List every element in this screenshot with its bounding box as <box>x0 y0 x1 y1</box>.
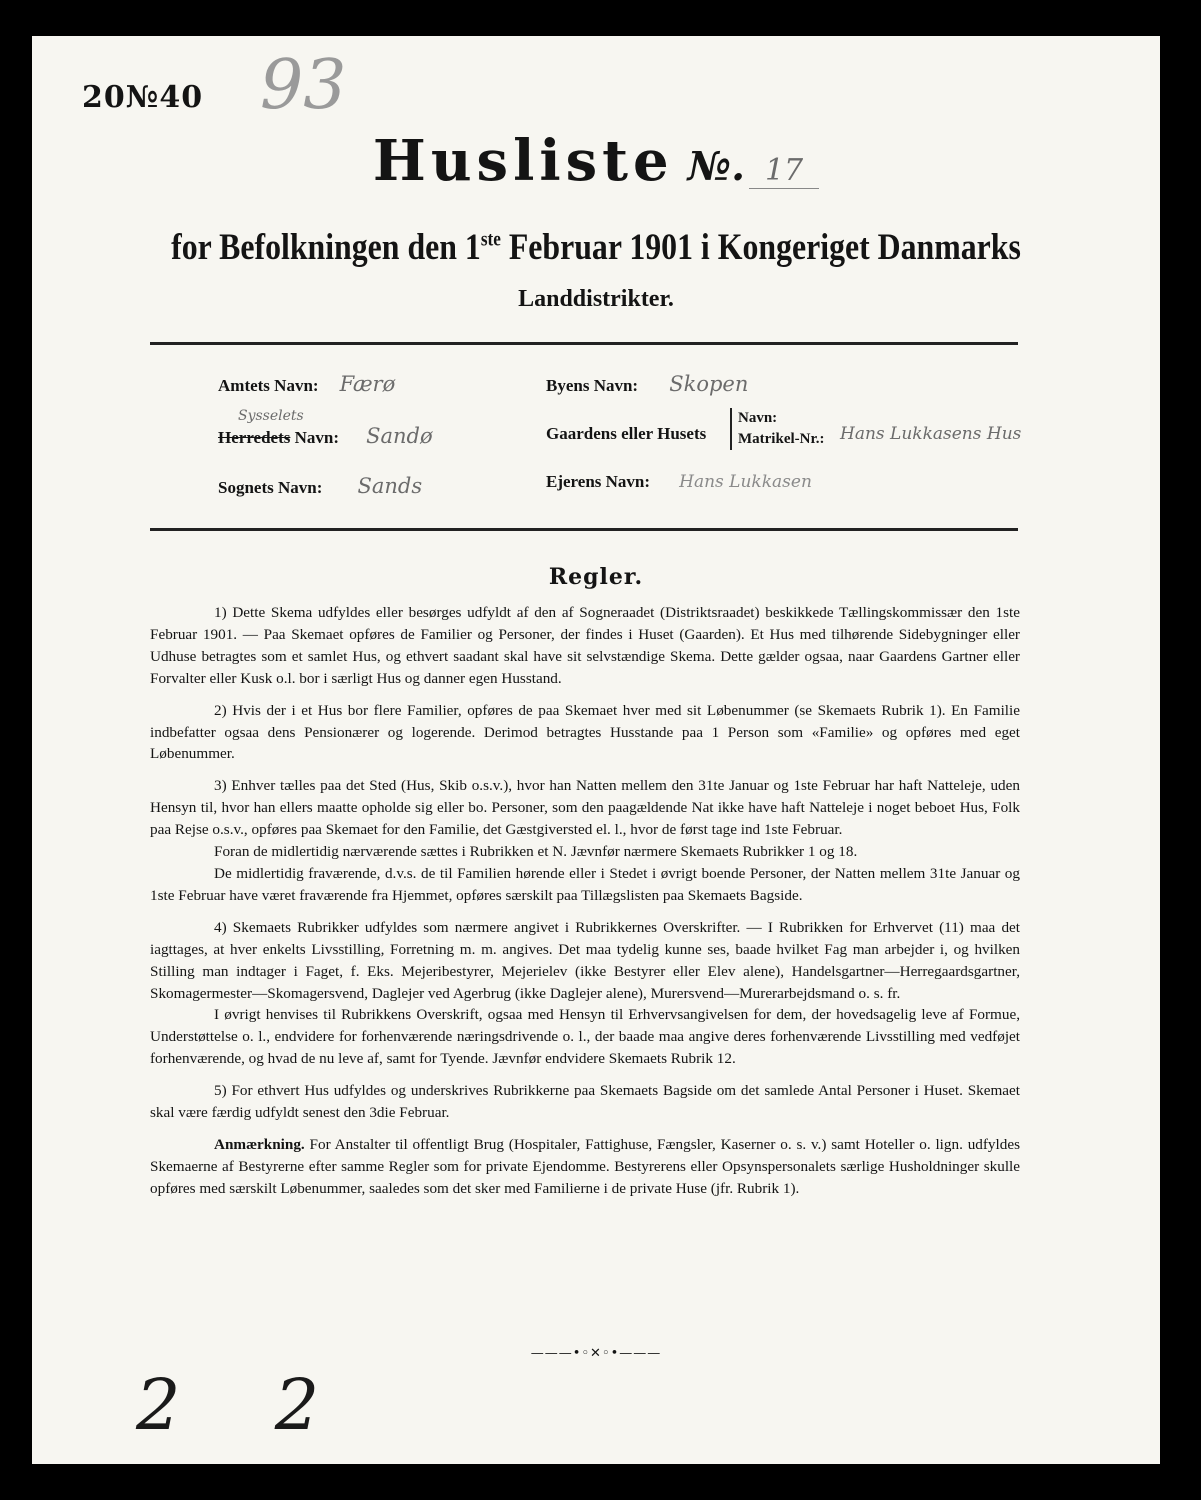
ejer-value: Hans Lukkasen <box>679 472 812 492</box>
rule-1: 1) Dette Skema udfyldes eller besørges udfyldt af den af Sogneraadet (Distriktsraadet) beskikkede Tællingskommissær den 1ste Februar 1901. — Paa Skemaet opføres de Familier og Personer, der findes i Huset (Gaarden). Et Hus med tilhørende Sidebygninger eller Udhuse betragtes som et samlet Hus, og ethvert saadant skal have sit selvstændige Skema. Dette gælder ogsaa, naar Gaardens Gartner eller Forvalter eller Kusk o.l. bor i særligt Hus og danner egen Husstand. <box>150 604 1020 687</box>
list-number-value: 17 <box>749 153 819 189</box>
gaard-sublabels: Navn: Matrikel-Nr.: <box>730 408 825 450</box>
rule-3: 3) Enhver tælles paa det Sted (Hus, Skib o.s.v.), hvor han Natten mellem den 31te Januar og 1ste Februar har haft Natteleje, uden Hensyn til, hvor han ellers maatte opholde sig eller bo. Personer, som den paagældende Nat ikke have haft Natteleje i noget beboet Hus, Folk paa Rejse o.s.v., opføres paa Skemaet for den Familie, det Gæstgiversted el. l., hvor de først tage ind 1ste Februar. <box>150 777 1020 839</box>
rule-2: 2) Hvis der i et Hus bor flere Familier, opføres de paa Skemaet hver med sit Løbenummer (se Skemaets Rubrik 1). En Familie indbefatter ogsaa dens Pensionærer og logerende. Derimod betragtes Husstande paa 1 Person som «Familie» og opføres med eget Løbenummer. <box>150 701 1020 763</box>
handwritten-page-number: 2 2 <box>136 1364 356 1446</box>
top-divider <box>150 342 1018 345</box>
by-field: Byens Navn: Skopen <box>546 372 749 396</box>
rules-text <box>150 602 1020 1210</box>
gaard-field: Gaardens eller Husets <box>546 424 707 443</box>
herred-value: Sandø <box>366 424 433 448</box>
ejer-field: Ejerens Navn: Hans Lukkasen <box>546 472 812 492</box>
title-row <box>32 128 1160 194</box>
census-form-page <box>32 36 1160 1464</box>
rule-5: 5) For ethvert Hus udfyldes og underskrives Rubrikkerne paa Skemaets Bagside om det samlede Antal Personer i Huset. Skemaet skal være færdig udfyldt senest den 3die Februar. <box>150 1082 1020 1122</box>
herred-overwrite: Sysselets <box>238 408 304 424</box>
rule-3-note-n: Foran de midlertidig nærværende sættes i Rubrikken et N. Jævnfør nærmere Skemaets Rubrikker 1 og 18. <box>214 843 858 861</box>
amt-field: Amtets Navn: Færø <box>218 372 396 396</box>
gaard-value: Hans Lukkasens Hus <box>840 424 1022 444</box>
form-title: Husliste <box>372 128 674 194</box>
form-district-type: Landdistrikter. <box>518 286 674 312</box>
form-subtitle: for Befolkningen den 1ste Februar 1901 i Kongeriget Danmarks <box>171 227 1021 268</box>
handwritten-folio-number: 93 <box>260 46 347 125</box>
sogn-value: Sands <box>357 474 423 498</box>
herred-field: Herredets Navn: Sandø <box>218 424 433 448</box>
by-value: Skopen <box>669 372 749 396</box>
amt-value: Færø <box>339 372 396 396</box>
sogn-field: Sognets Navn: Sands <box>218 474 423 498</box>
rules-heading: Regler. <box>548 564 644 590</box>
ornament-divider: ———•◦✕◦•——— <box>530 1346 662 1361</box>
number-label: №. <box>687 143 746 190</box>
document-number: 20№40 <box>82 80 204 115</box>
rule-4-continued: I øvrigt henvises til Rubrikkens Overskrift, ogsaa med Hensyn til Erhvervsangivelsen for dem, der hovedsagelig leve af Formue, Understøttelse o. l., endvidere for forhenværende næringsdrivende o. l., der baade maa angive deres forhenværende Livsstilling med vedføjet forhenværende, og hvad de nu leve af, samt for Tyende. Jævnfør endvidere Skemaets Rubrik 12. <box>150 1006 1020 1068</box>
rule-3-absent: De midlertidig fraværende, d.v.s. de til Familien hørende eller i Stedet i øvrigt boende Personer, der Natten mellem 31te Januar og 1ste Februar have været fraværende fra Hjemmet, opføres særskilt paa Tillægslisten paa Skemaets Bagside. <box>150 864 1020 904</box>
rule-4: 4) Skemaets Rubrikker udfyldes som nærmere angivet i Rubrikkernes Overskrifter. — I Rubrikken for Erhvervet (11) maa det iagttages, at hver enkelts Livsstilling, Forretning m. m. angives. Det maa tydelig kunne ses, baade hvilket Fag man arbejder i, og hvilken Stilling man indtager i Faget, f. Eks. Mejeribestyrer, Mejerielev (ikke Bestyrer eller Elev alene), Handelsgartner—Herregaardsgartner, Skomagermester—Skomagersvend, Daglejer ved Agerbrug (ikke Daglejer alene), Murersvend—Murerarbejdsmand o. s. fr. <box>150 918 1020 1002</box>
annotation-note: Anmærkning. For Anstalter til offentligt Brug (Hospitaler, Fattighuse, Fængsler, Kaserner o. s. v.) samt Hoteller o. lign. udfyldes Skemaerne af Bestyrerne efter samme Regler som for private Ejendomme. Bestyrerens eller Opsynspersonalets særlige Husholdninger skulle opføres med særskilt Løbenummer, saaledes som det sker med Familierne i de private Huse (jfr. Rubrik 1). <box>150 1135 1020 1197</box>
fields-divider <box>150 528 1018 531</box>
